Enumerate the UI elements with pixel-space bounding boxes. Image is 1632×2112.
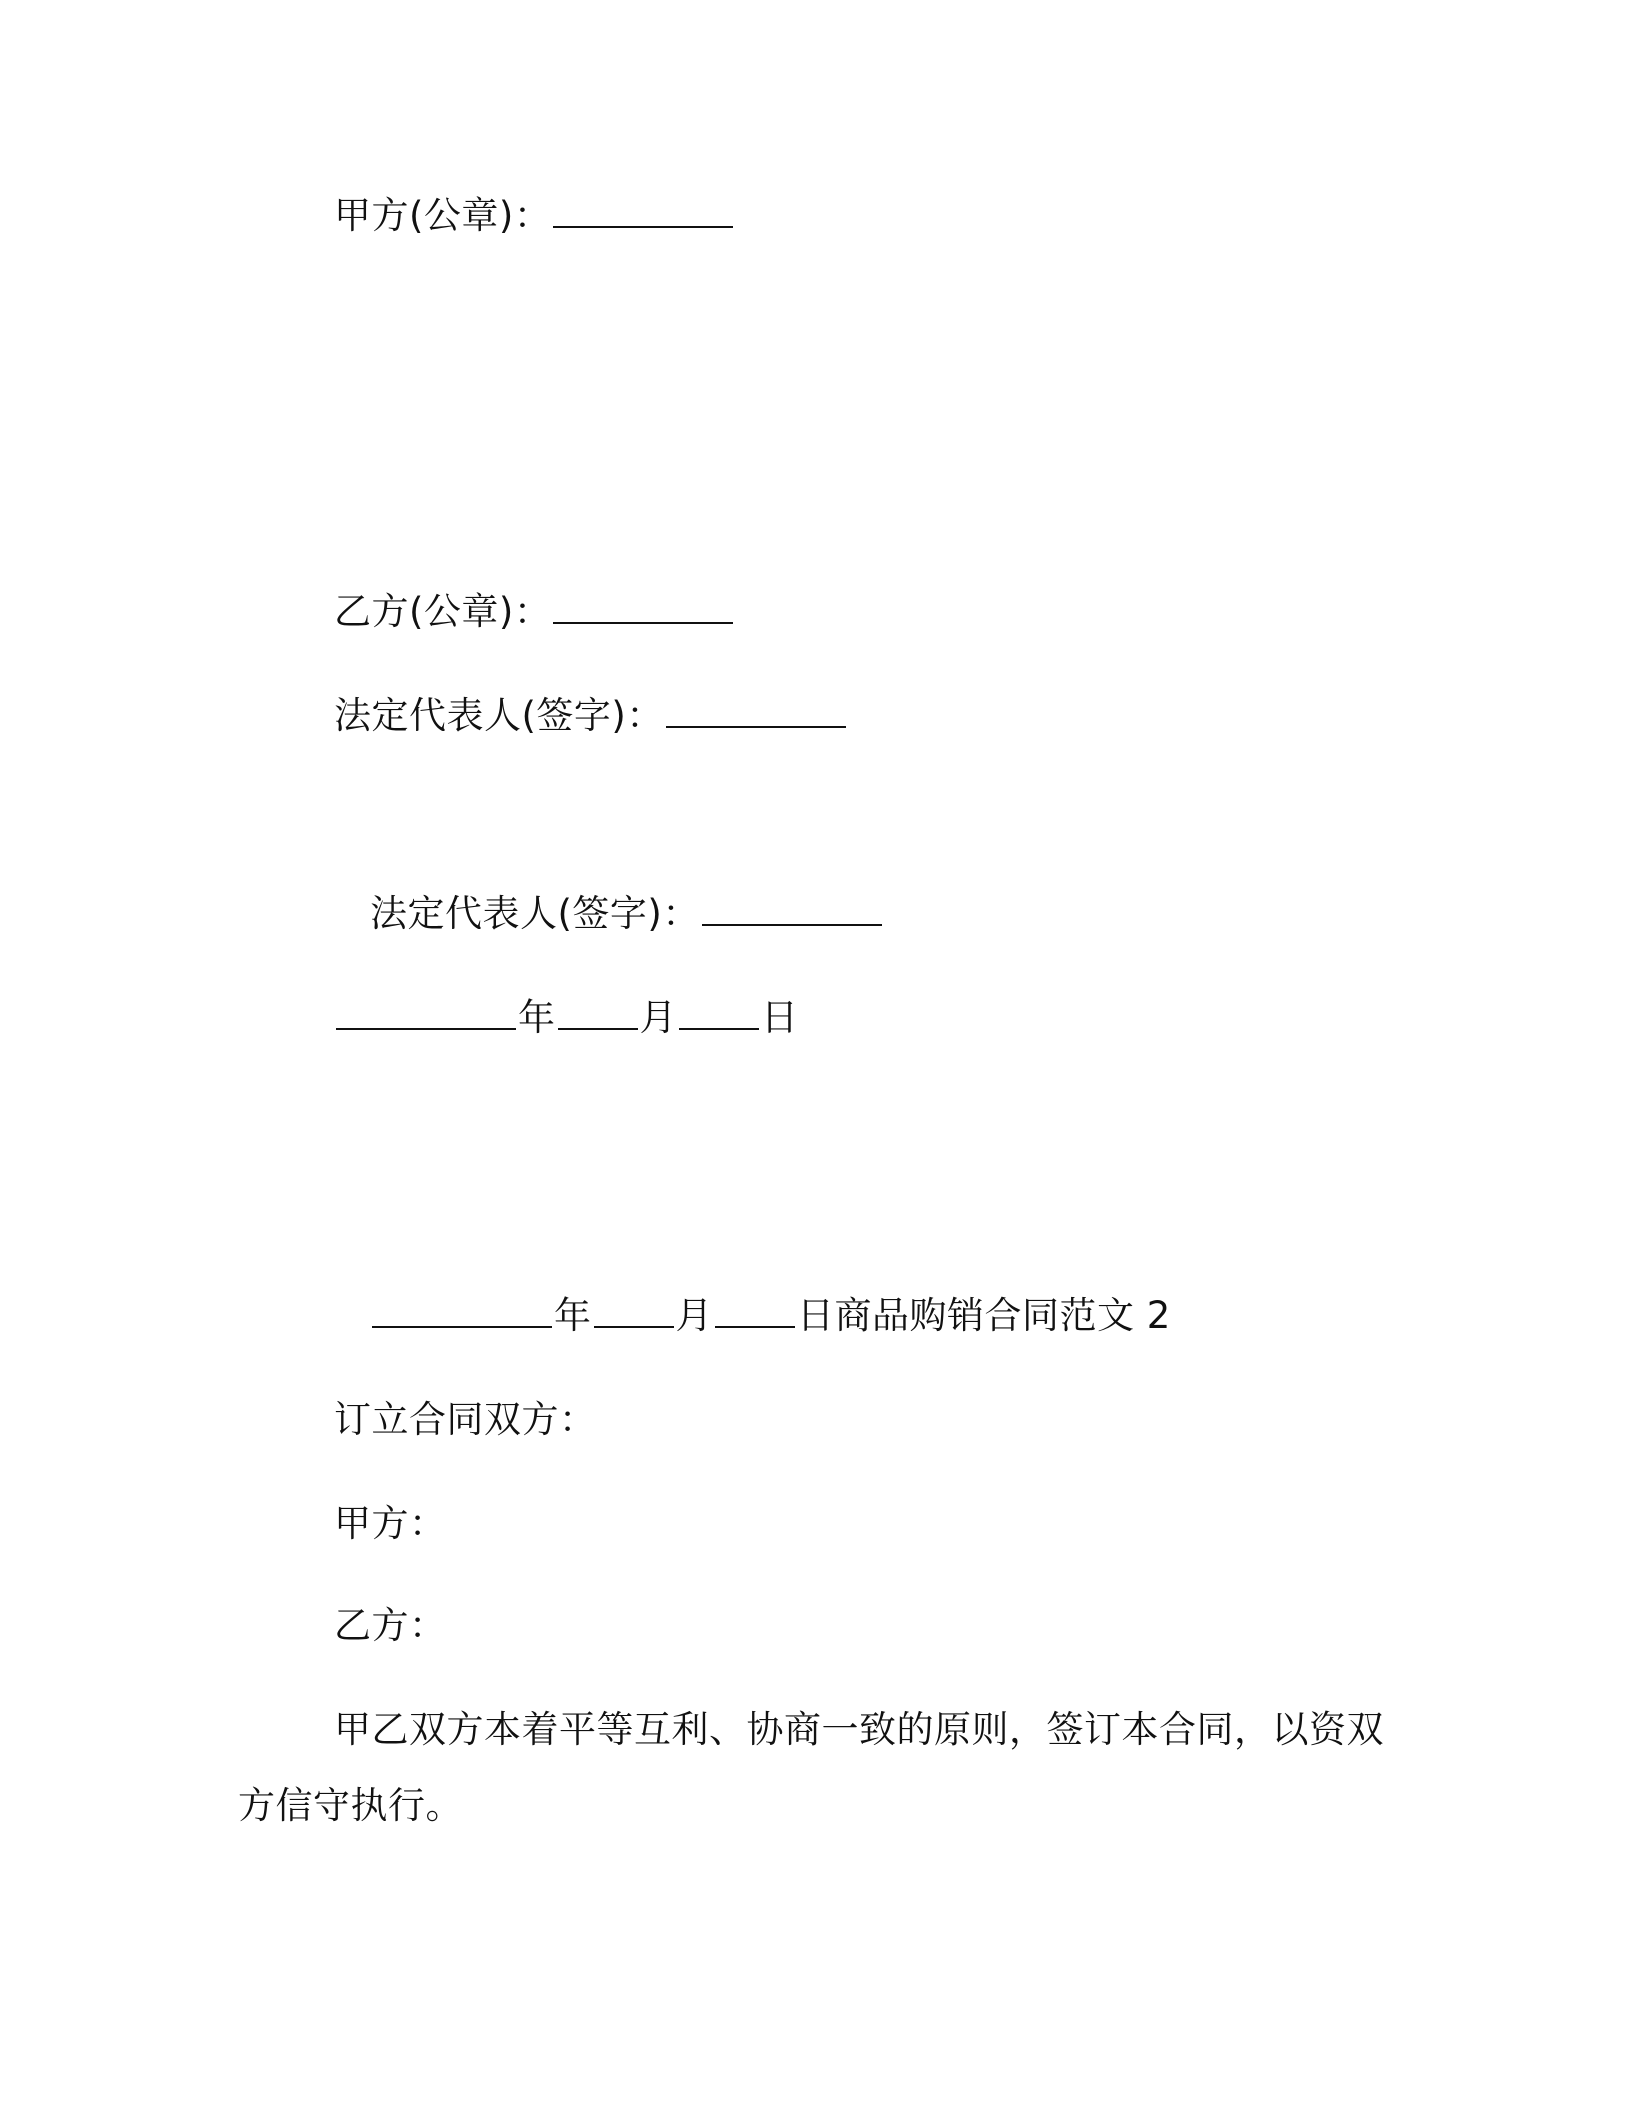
legal-rep-blank-2: [702, 894, 882, 926]
party-a-line: 甲方：: [334, 1502, 447, 1545]
legal-rep-blank-1: [666, 696, 846, 728]
date-2-month-blank: [594, 1296, 674, 1328]
legal-rep-label-1: 法定代表人(签字)：: [334, 694, 664, 737]
legal-rep-line-2: [370, 890, 884, 938]
date-1-month-label: 月: [639, 996, 677, 1039]
date-2-day-title: 日商品购销合同范文 2: [797, 1294, 1171, 1337]
paragraph-1-line-2: 方信守执行。: [238, 1784, 463, 1827]
date-2-year-blank: [372, 1296, 552, 1328]
parties-heading: 订立合同双方：: [334, 1398, 597, 1441]
party-b-seal-line: [334, 588, 735, 636]
date-1-year-label: 年: [518, 996, 556, 1039]
date-2-year-label: 年: [554, 1294, 592, 1337]
party-b-seal-label: 乙方(公章)：: [334, 590, 552, 633]
date-line-1: [334, 994, 799, 1042]
legal-rep-label-2: 法定代表人(签字)：: [370, 892, 700, 935]
date-2-month-label: 月: [675, 1294, 713, 1337]
party-a-seal-blank: [553, 196, 733, 228]
legal-rep-line-1: [334, 692, 848, 740]
date-1-year-blank: [336, 998, 516, 1030]
party-a-seal-label: 甲方(公章)：: [334, 194, 552, 237]
paragraph-1-line-1: 甲乙双方本着平等互利、协商一致的原则，签订本合同，以资双: [334, 1708, 1384, 1751]
party-b-line: 乙方：: [334, 1604, 447, 1647]
date-line-2: [370, 1292, 1171, 1340]
party-a-seal-line: [334, 192, 735, 240]
date-1-day-blank: [679, 998, 759, 1030]
date-2-day-blank: [715, 1296, 795, 1328]
party-b-seal-blank: [553, 592, 733, 624]
date-1-day-label: 日: [761, 996, 799, 1039]
date-1-month-blank: [558, 998, 638, 1030]
